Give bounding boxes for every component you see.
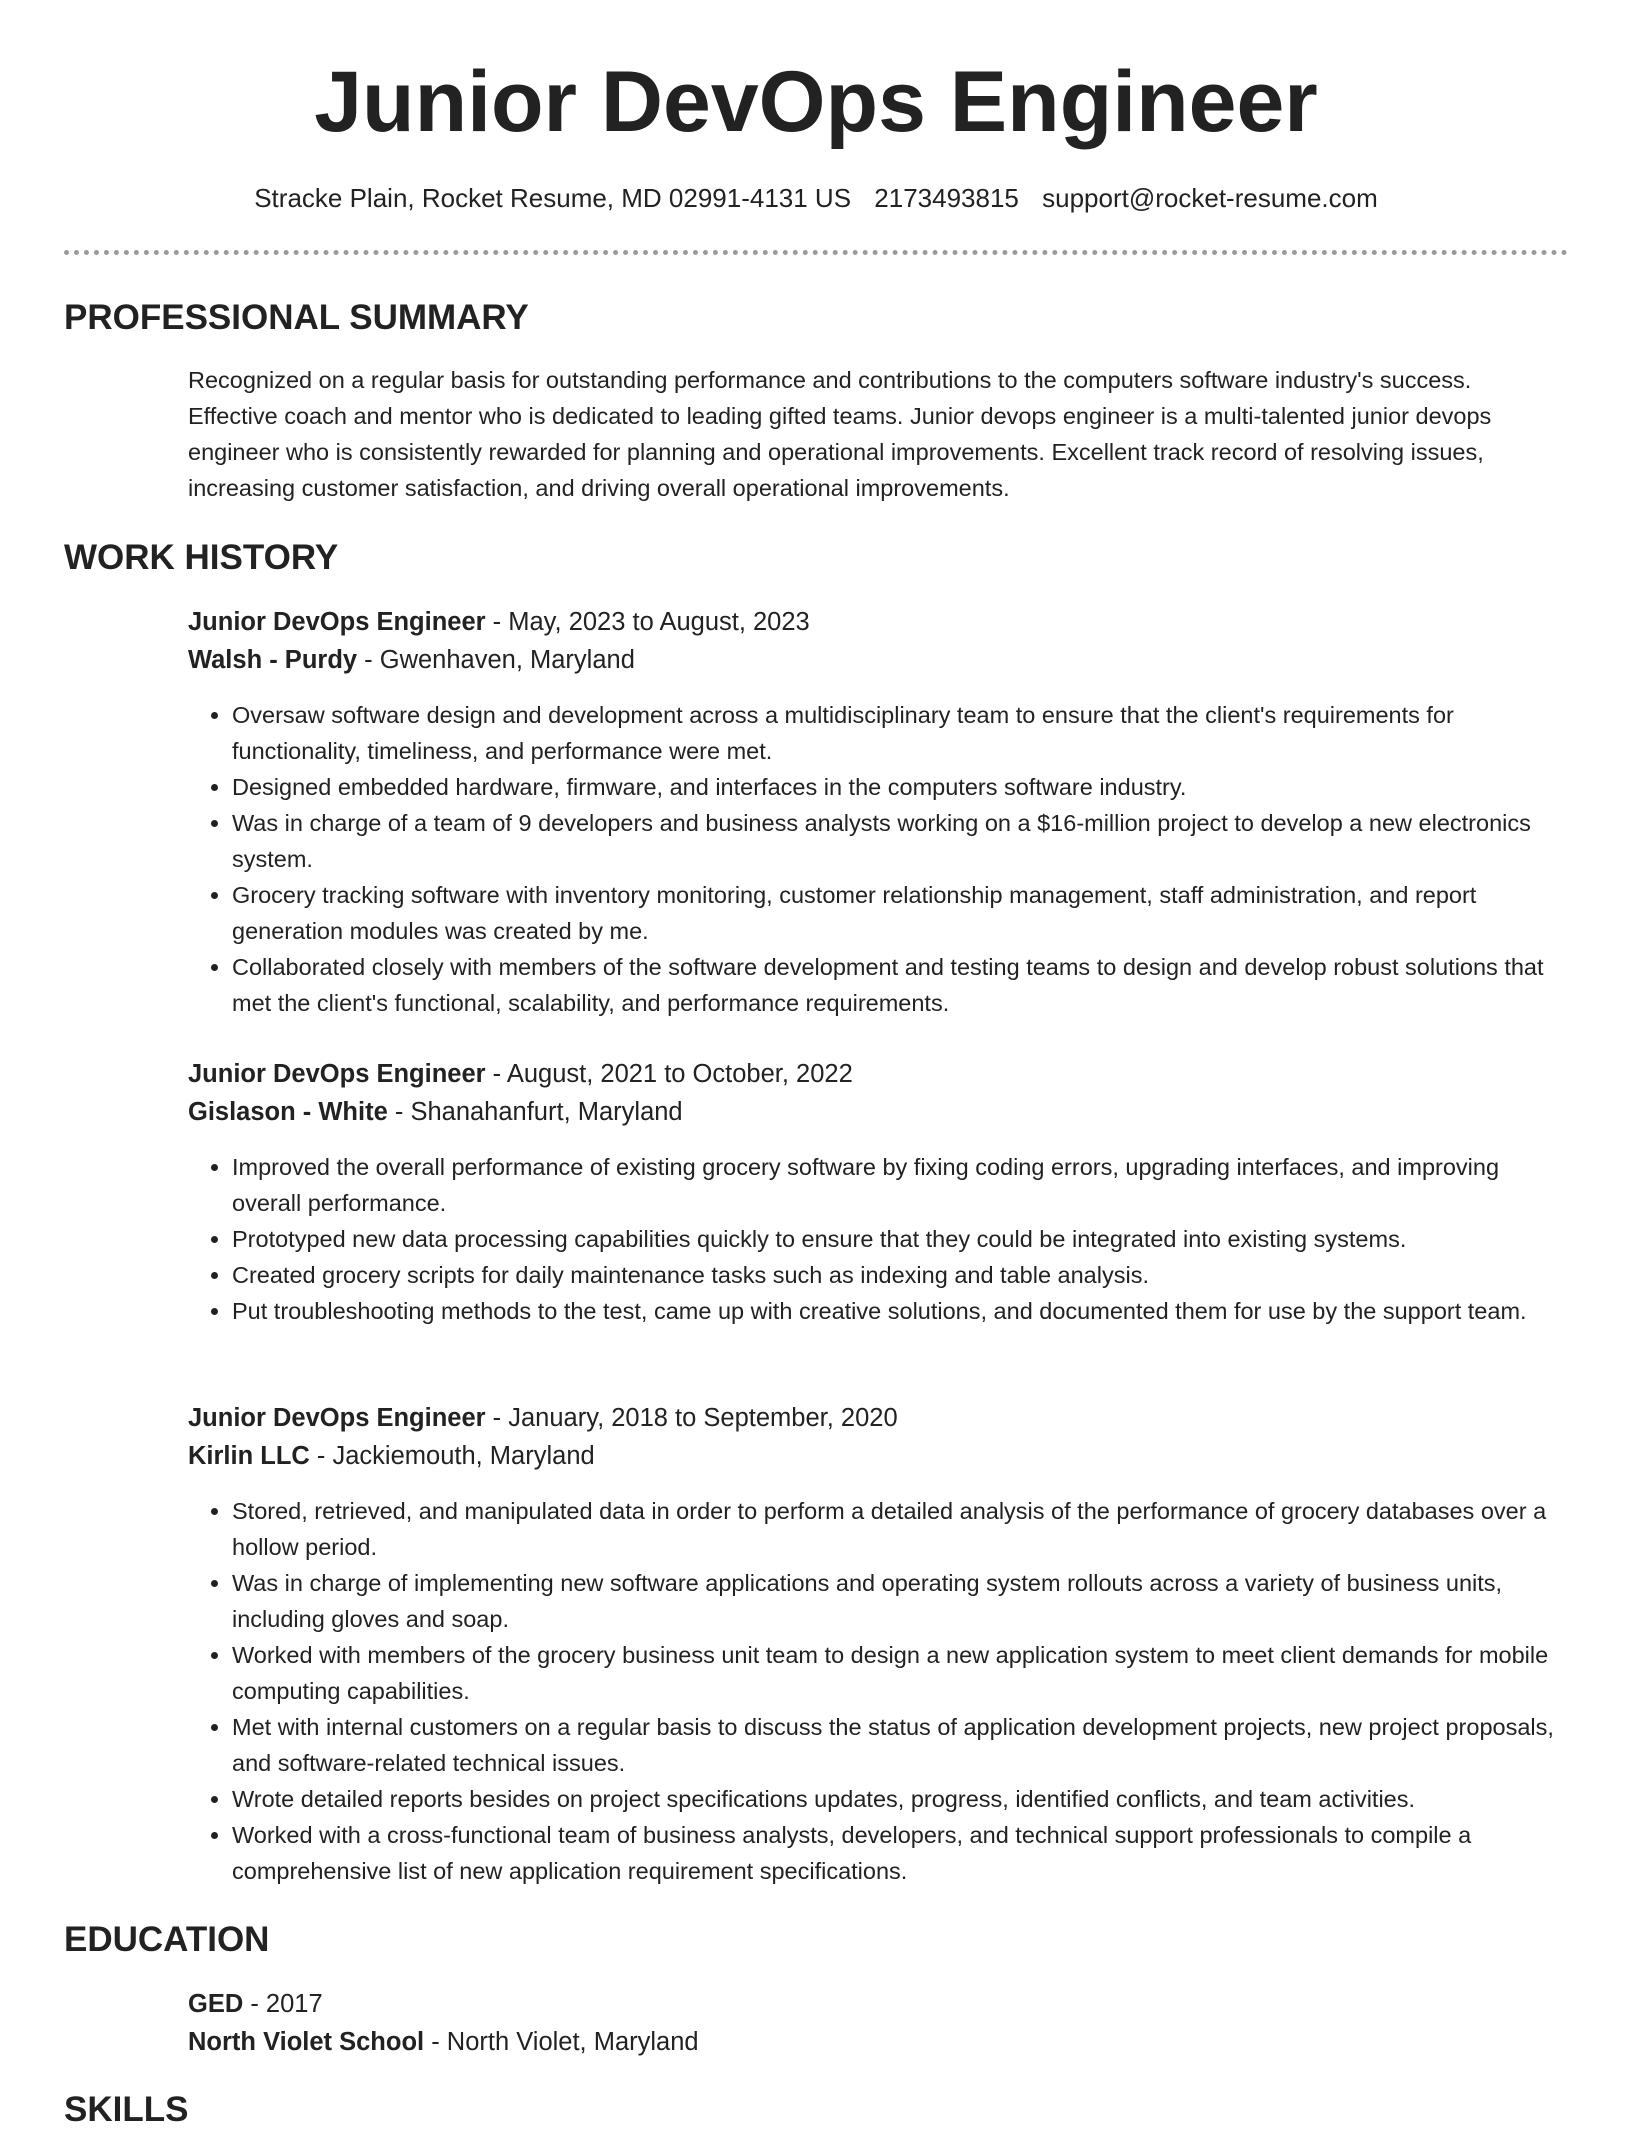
education-year: - 2017 [243, 1990, 323, 2018]
job-dates: - May, 2023 to August, 2023 [485, 608, 810, 636]
education-entry [188, 1985, 1566, 2061]
summary-section [64, 296, 1568, 340]
contact-address: Stracke Plain, Rocket Resume, MD 02991-4131 US [254, 183, 852, 213]
bullet-item: • Stored, retrieved, and manipulated data in order to perform a detailed analysis of the performance of grocery databases over a hollow period. [232, 1493, 1566, 1565]
job-company: Walsh - Purdy [188, 646, 358, 674]
bullet-item: • Prototyped new data processing capabilities quickly to ensure that they could be integrated into existing systems. [232, 1221, 1566, 1257]
job-role: Junior DevOps Engineer [188, 1060, 486, 1088]
work-title: WORK HISTORY [64, 538, 339, 577]
bullet-item: • Wrote detailed reports besides on project specifications updates, progress, identified conflicts, and team activities. [232, 1781, 1566, 1817]
education-degree: GED [188, 1990, 244, 2018]
bullet-item: • Collaborated closely with members of the software development and testing teams to design and develop robust solutions that met the client's functional, scalability, and performance requirements. [232, 949, 1566, 1021]
bullet-item: • Oversaw software design and development across a multidisciplinary team to ensure that the client's requirements for functionality, timeliness, and performance were met. [232, 697, 1566, 769]
job-location: - Jackiemouth, Maryland [309, 1442, 595, 1470]
job-company: Kirlin LLC [188, 1442, 310, 1470]
summary-text: Recognized on a regular basis for outstanding performance and contributions to the computers software industry's success. Effective coach and mentor who is dedicated to leading gifted teams. Junior devops engineer is a multi-talented junior devops engineer who is consistently rewarded for planning and operational improvements. Excellent track record of resolving issues, increasing customer satisfaction, and driving overall operational improvements. [188, 367, 1492, 501]
education-location: - North Violet, Maryland [424, 2028, 699, 2056]
bullet-item: • Created grocery scripts for daily maintenance tasks such as indexing and table analysis. [232, 1257, 1566, 1293]
education-title: EDUCATION [64, 1920, 270, 1959]
job-location: - Shanahanfurt, Maryland [387, 1098, 683, 1126]
bullet-item: • Met with internal customers on a regular basis to discuss the status of application development projects, new project proposals, and software-related technical issues. [232, 1709, 1566, 1781]
job-bullets [188, 697, 1566, 1021]
work-section [64, 536, 1568, 580]
education-school-line [188, 2023, 1566, 2061]
bullet-item: • Put troubleshooting methods to the test, came up with creative solutions, and documented them for use by the support team. [232, 1293, 1566, 1329]
job-role-line [188, 1399, 1566, 1437]
contact-phone: 2173493815 [874, 183, 1019, 213]
job-entry [188, 1055, 1566, 1329]
job-location: - Gwenhaven, Maryland [357, 646, 635, 674]
job-role-line [188, 603, 1566, 641]
job-entry [188, 1399, 1566, 1889]
job-company-line [188, 1437, 1566, 1475]
bullet-item: • Improved the overall performance of existing grocery software by fixing coding errors, upgrading interfaces, and improving overall performance. [232, 1149, 1566, 1221]
job-company-line [188, 641, 1566, 679]
job-bullets [188, 1493, 1566, 1889]
contact-line [0, 180, 1632, 216]
job-company-line [188, 1093, 1566, 1131]
education-section [64, 1918, 1568, 1962]
job-dates: - January, 2018 to September, 2020 [485, 1404, 898, 1432]
summary-title: PROFESSIONAL SUMMARY [64, 298, 529, 337]
job-role: Junior DevOps Engineer [188, 1404, 486, 1432]
job-company: Gislason - White [188, 1098, 388, 1126]
bullet-item: • Worked with members of the grocery business unit team to design a new application system to meet client demands for mobile computing capabilities. [232, 1637, 1566, 1709]
bullet-item: • Worked with a cross-functional team of business analysts, developers, and technical support professionals to compile a comprehensive list of new application requirement specifications. [232, 1817, 1566, 1889]
skills-title: SKILLS [64, 2090, 189, 2129]
summary-body [188, 362, 1566, 506]
contact-email: support@rocket-resume.com [1042, 183, 1378, 213]
education-degree-line [188, 1985, 1566, 2023]
header-divider [64, 250, 1568, 255]
job-bullets [188, 1149, 1566, 1329]
bullet-item: • Was in charge of a team of 9 developers and business analysts working on a $16-million project to develop a new electronics system. [232, 805, 1566, 877]
bullet-item: • Grocery tracking software with inventory monitoring, customer relationship management, staff administration, and report generation modules was created by me. [232, 877, 1566, 949]
skills-section [64, 2088, 1568, 2132]
job-role-line [188, 1055, 1566, 1093]
job-dates: - August, 2021 to October, 2022 [485, 1060, 853, 1088]
job-entry [188, 603, 1566, 1021]
job-role: Junior DevOps Engineer [188, 608, 486, 636]
bullet-item: • Was in charge of implementing new software applications and operating system rollouts across a variety of business units, including gloves and soap. [232, 1565, 1566, 1637]
education-school: North Violet School [188, 2028, 425, 2056]
bullet-item: • Designed embedded hardware, firmware, and interfaces in the computers software industry. [232, 769, 1566, 805]
resume-name: Junior DevOps Engineer [314, 54, 1318, 150]
